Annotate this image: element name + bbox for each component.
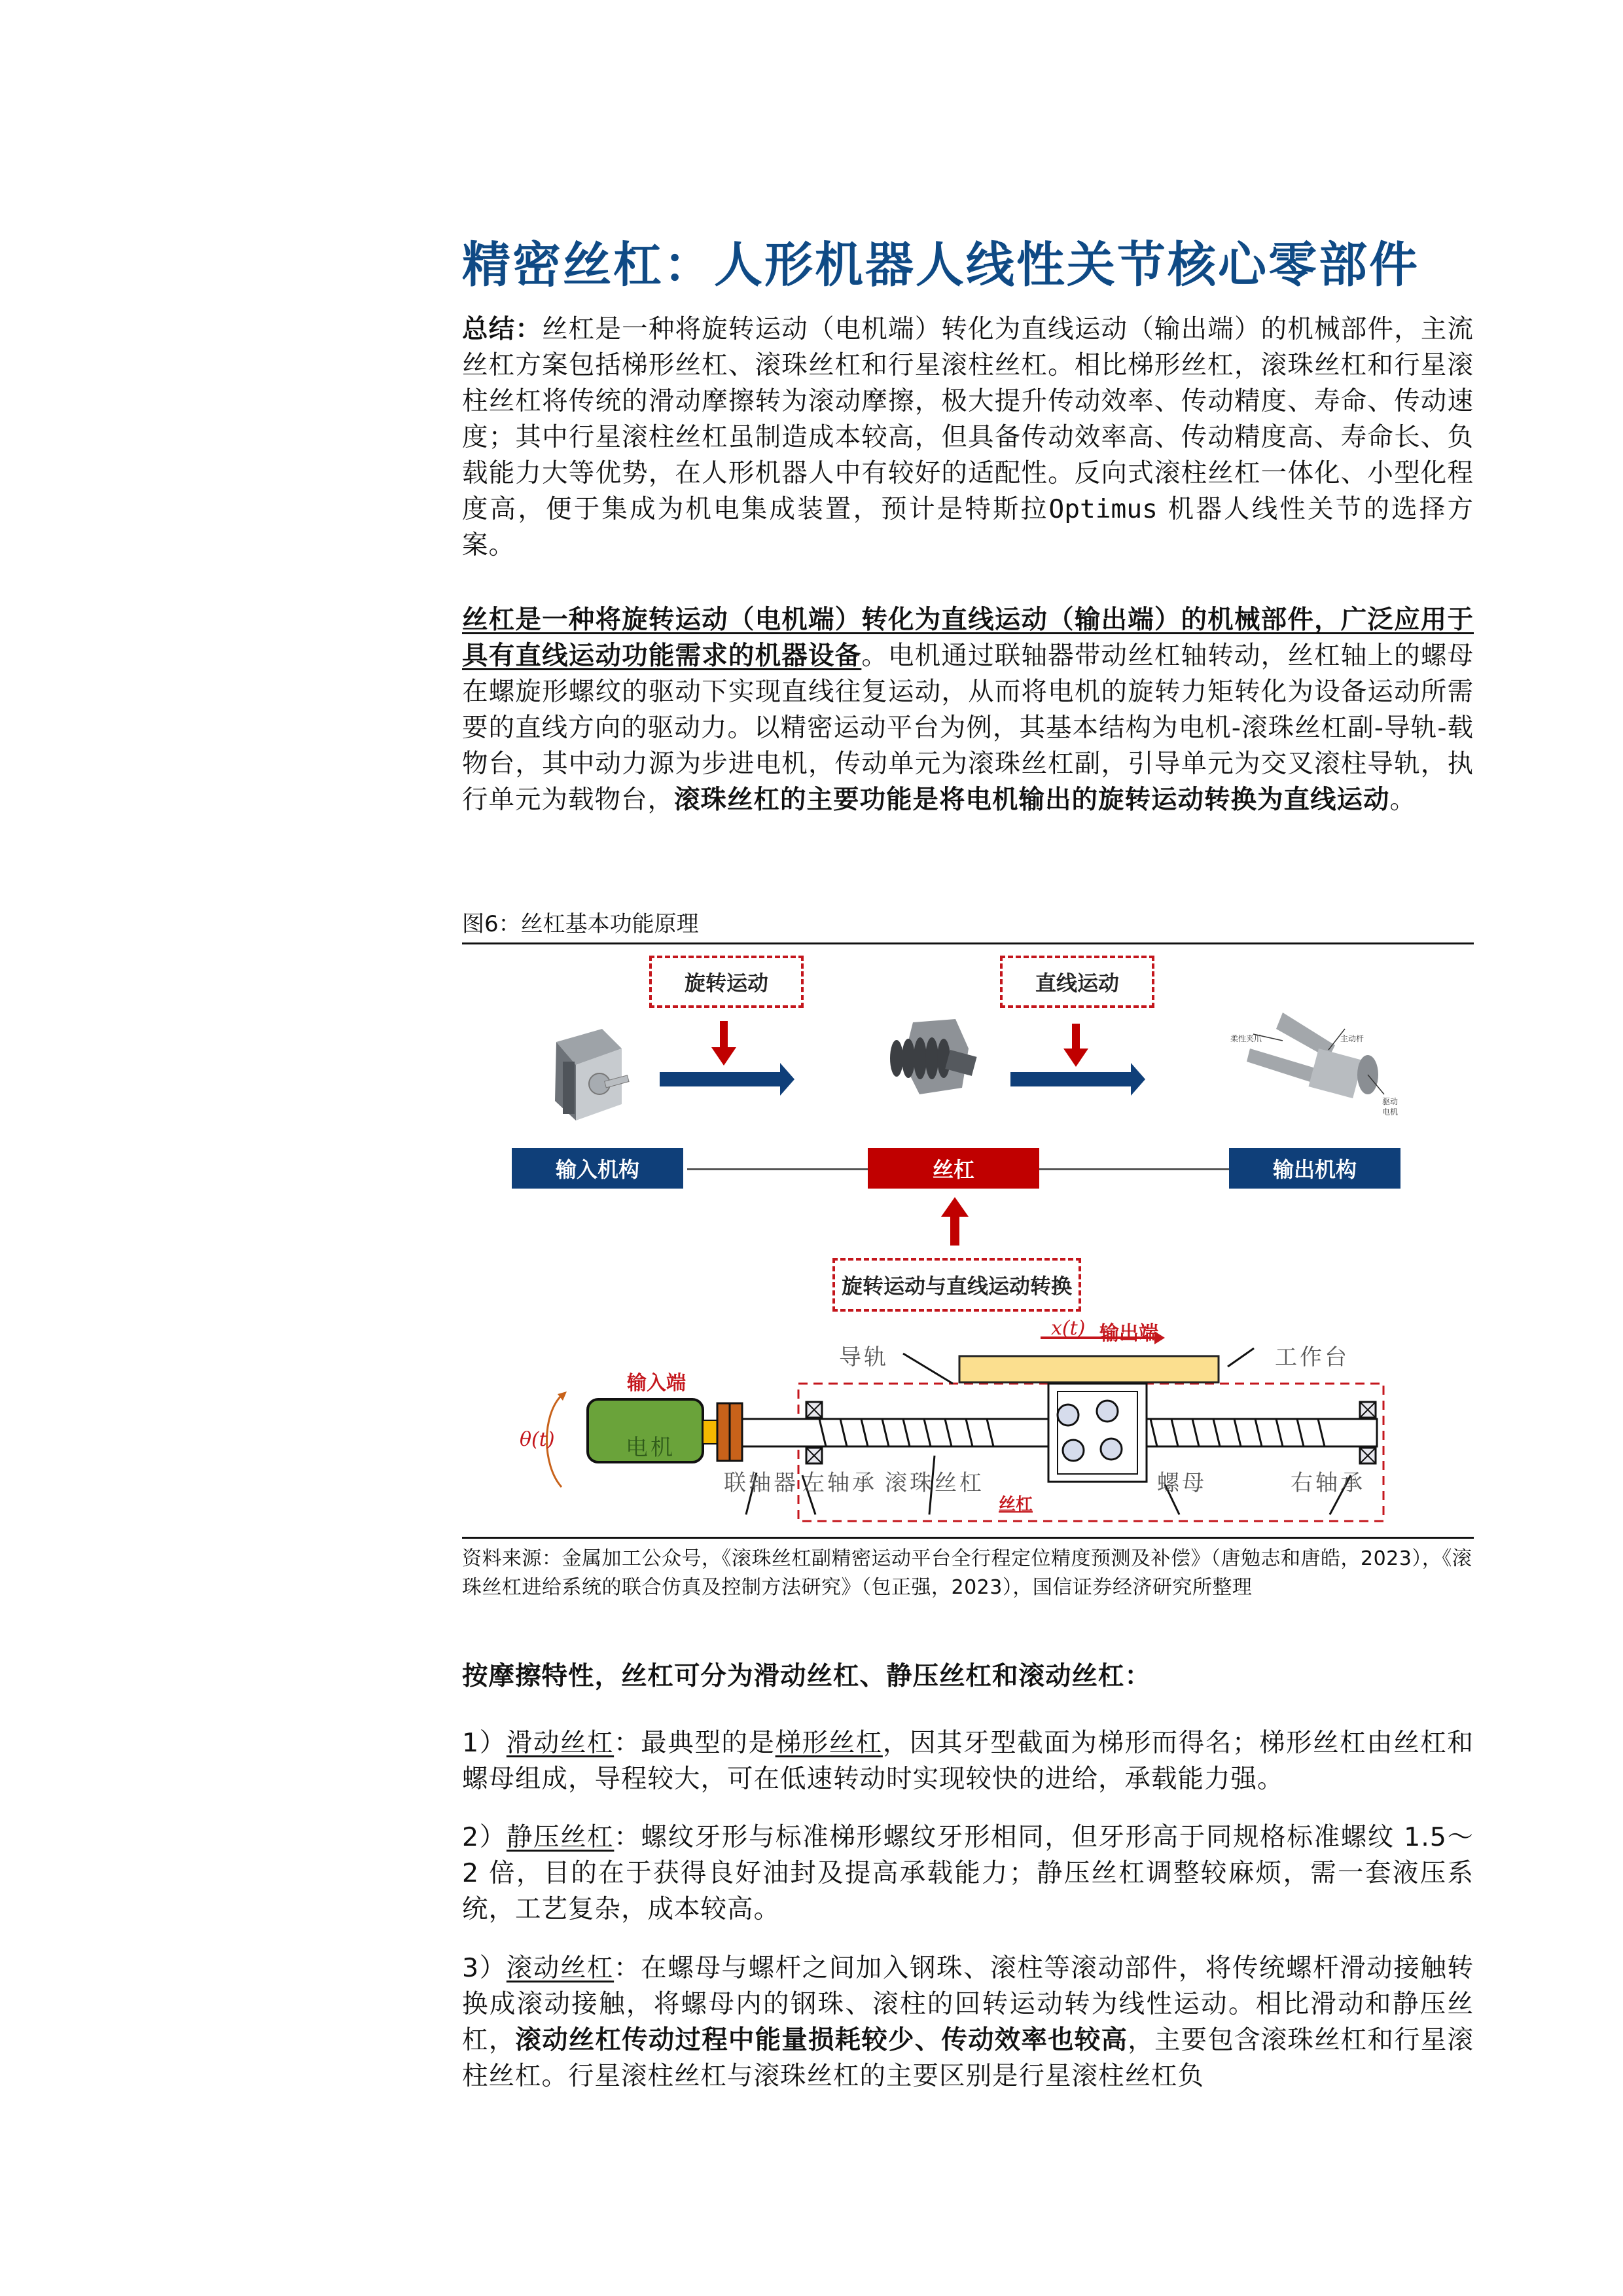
gripper-label-drive-rod: 主动杆 [1340, 1034, 1364, 1043]
connector-line [1038, 1168, 1230, 1170]
left-bearing-label: 左轴承 [802, 1470, 877, 1496]
item-sliding-screw [462, 1725, 1474, 1797]
page-title: 精密丝杠：人形机器人线性关节核心零部件 [462, 237, 1419, 293]
ball-screw-label: 滚珠丝杠 [885, 1470, 984, 1496]
connector-line [687, 1168, 868, 1170]
input-end-label: 输入端 [627, 1372, 686, 1395]
summary-text: 丝杠是一种将旋转运动（电机端）转化为直线运动（输出端）的机械部件，主流丝杠方案包括梯形丝杠、滚珠丝杠和行星滚柱丝杠。相比梯形丝杠，滚珠丝杠和行星滚柱丝杠将传统的滑动摩擦转为滚动摩擦，极大提升传动效率、传动精度、寿命、传动速度；其中行星滚柱丝杠虽制造成本较高，但具备传动效率高、传动精度高、寿命长、负载能力大等优势，在人形机器人中有较好的适配性。反向式滚柱丝杠一体化、小型化程度高，便于集成为机电集成装置，预计是特斯拉 [462, 314, 1474, 524]
item-underlined-term: 梯形丝杠 [775, 1728, 883, 1758]
item-number: 2） [462, 1822, 507, 1852]
item-text: ，主要包含滚珠丝杠和行星滚柱丝杠。行星滚柱丝杠与滚珠丝杠的主要区别是行星滚柱丝杠负 [462, 2025, 1474, 2091]
item-name: 滑动丝杠 [506, 1728, 615, 1758]
output-mechanism-block: 输出机构 [1229, 1148, 1400, 1189]
figure-caption: 图6：丝杠基本功能原理 [462, 911, 699, 937]
gripper-icon [1237, 1009, 1407, 1114]
stepper-motor-icon [537, 1016, 648, 1127]
right-bearing-label: 右轴承 [1291, 1470, 1365, 1496]
intro-end: 。 [1389, 785, 1416, 815]
red-down-arrow-icon [720, 1021, 728, 1049]
x-t-label: x(t) [1051, 1317, 1086, 1340]
classification-heading: 按摩擦特性，丝杠可分为滑动丝杠、静压丝杠和滚动丝杠： [462, 1661, 1151, 1691]
blue-right-arrow-icon [660, 1072, 780, 1086]
rotary-motion-label: 旋转运动 [649, 956, 804, 1008]
item-name: 滚动丝杠 [506, 1953, 615, 1983]
item-hydrostatic-screw [462, 1820, 1474, 1928]
screw-group-label: 丝杠 [999, 1495, 1033, 1515]
summary-tail: 机器人线性关节的选择方案。 [462, 494, 1474, 560]
theta-label: θ(t) [520, 1428, 555, 1451]
red-up-arrow-icon [950, 1215, 959, 1246]
gripper-label-flexible-jaw: 柔性夹爪 [1230, 1034, 1262, 1043]
screw-block: 丝杠 [868, 1148, 1039, 1189]
linear-motion-label: 直线运动 [1000, 956, 1154, 1008]
intro-paragraph [462, 602, 1474, 818]
motor-label: 电机 [626, 1435, 675, 1461]
figure-diagram [510, 950, 1427, 1526]
item-text: ，因其牙型截面为梯形而得名；梯形丝杠由丝杠和螺母组成，导程较大，可在低速转动时实现较快的进给，承载能力强。 [462, 1728, 1474, 1794]
gripper-label-motor: 电机 [1382, 1107, 1399, 1117]
figure-bottom-rule [462, 1537, 1474, 1539]
intro-key-sentence: 丝杠是一种将旋转运动（电机端）转化为直线运动（输出端）的机械部件，广泛应用于具有直线运动功能需求的机器设备 [462, 605, 1474, 671]
input-mechanism-block: 输入机构 [512, 1148, 683, 1189]
figure-top-rule [462, 942, 1474, 944]
ball-screw-icon [877, 1009, 988, 1107]
work-table-label: 工作台 [1275, 1344, 1349, 1371]
item-name: 静压丝杠 [506, 1822, 615, 1852]
item-number: 3） [462, 1953, 507, 1983]
figure-source: 资料来源：金属加工公众号，《滚珠丝杠副精密运动平台全行程定位精度预测及补偿》（唐勉志和唐皓，2023），《滚珠丝杠进给系统的联合仿真及控制方法研究》（包正强，2023），国信证券经济研究所整理 [462, 1547, 1472, 1599]
item-rolling-screw [462, 1950, 1474, 2094]
red-down-arrow-icon [1072, 1024, 1080, 1050]
item-text: ：螺纹牙形与标准梯形螺纹牙形相同，但牙形高于同规格标准螺纹 1.5～2 倍，目的在于获得良好油封及提高承载能力；静压丝杠调整较麻烦，需一套液压系统，工艺复杂，成本较高。 [462, 1822, 1474, 1924]
item-text: ：最典型的是 [614, 1728, 776, 1758]
nut-label: 螺母 [1157, 1470, 1207, 1496]
summary-paragraph [462, 312, 1474, 564]
guide-rail-label: 导轨 [839, 1344, 889, 1371]
item-text: ：在螺母与螺杆之间加入钢珠、滚柱等滚动部件，将传统螺杆滑动接触转换成滚动接触，将螺母内的钢珠、滚柱的回转运动转为线性运动。相比滑动和静压丝杠， [462, 1953, 1474, 2055]
gripper-label-drive: 驱动 [1382, 1097, 1399, 1106]
output-end-label: 输出端 [1099, 1322, 1158, 1345]
intro-text: 。电机通过联轴器带动丝杠轴转动，丝杠轴上的螺母在螺旋形螺纹的驱动下实现直线往复运动，从而将电机的旋转力矩转化为设备运动所需要的直线方向的驱动力。以精密运动平台为例，其基本结构为电机-滚珠丝杠副-导轨-载物台，其中动力源为步进电机，传动单元为滚珠丝杠副，引导单元为交叉滚柱导轨，执行单元为载物台， [462, 641, 1474, 815]
summary-lead: 总结： [462, 314, 543, 344]
intro-bold-tail: 滚珠丝杠的主要功能是将电机输出的旋转运动转换为直线运动 [674, 785, 1390, 815]
item-bold-text: 滚动丝杠传动过程中能量损耗较少、传动效率也较高 [515, 2025, 1128, 2055]
blue-right-arrow-icon [1010, 1072, 1131, 1086]
item-number: 1） [462, 1728, 507, 1758]
conversion-label: 旋转运动与直线运动转换 [832, 1258, 1081, 1312]
coupling-label: 联轴器 [724, 1470, 798, 1496]
summary-optimus: Optimus [1048, 494, 1158, 524]
